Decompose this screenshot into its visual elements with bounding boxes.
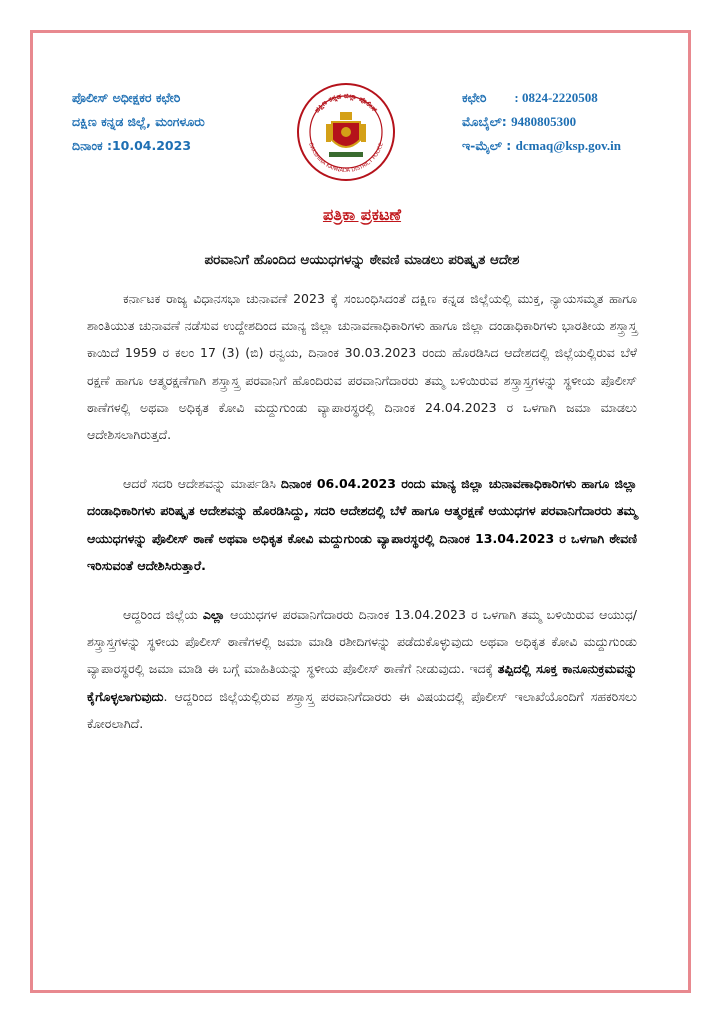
mobile-row — [462, 110, 621, 134]
email-row — [462, 134, 621, 158]
office-name: ಪೊಲೀಸ್ ಅಧೀಕ್ಷಕರ ಕಛೇರಿ — [72, 90, 181, 105]
contact-block — [462, 86, 621, 158]
paragraph-2 — [87, 470, 637, 579]
press-release-subtitle: ಪರವಾನಿಗೆ ಹೊಂದಿದ ಆಯುಧಗಳನ್ನು ಠೇವಣಿ ಮಾಡಲು ಪರಿಷ್ಕೃತ ಆದೇಶ — [204, 252, 520, 268]
police-emblem-logo — [296, 82, 396, 182]
date-line: ದಿನಾಂಕ :10.04.2023 — [72, 138, 192, 153]
email-label: ಇ-ಮೈಲ್ : — [462, 138, 512, 153]
office-phone-row — [462, 86, 621, 110]
document-body — [87, 285, 637, 759]
paragraph-2-start: ಆದರೆ ಸದರಿ ಆದೇಶವನ್ನು ಮಾರ್ಪಡಿಸಿ — [123, 476, 281, 492]
office-address-block — [72, 86, 205, 158]
logo-top-text: ದಕ್ಷಿಣ ಕನ್ನಡ ಜಿಲ್ಲಾ ಪೊಲೀಸ್ — [312, 91, 380, 115]
paragraph-3-middle: ಆಯುಧಗಳ ಪರವಾನಿಗೆದಾರರು ದಿನಾಂಕ 13.04.2023 ರ ಒಳಗಾಗಿ ತಮ್ಮ ಬಳಿಯಿರುವ ಆಯುಧ/ಶಸ್ತ್ರಾಸ್ತ್ರಗಳನ್ನು ಸ್ಥಳೀಯ ಪೊಲೀಸ್ ಠಾಣೆಗಳಲ್ಲಿ ಜಮಾ ಮಾಡಿ ರಶೀದಿಗಳನ್ನು ಪಡೆದುಕೊಳ್ಳುವುದು ಅಥವಾ ಅಧಿಕೃತ ಕೋವಿ ಮದ್ದುಗುಂಡು ವ್ಯಾಪಾರಸ್ಥರಲ್ಲಿ ಜಮಾ ಮಾಡಿ ಈ ಬಗ್ಗೆ ಮಾಹಿತಿಯನ್ನು ಸ್ಥಳೀಯ ಪೊಲೀಸ್ ಠಾಣೆಗೆ ನೀಡುವುದು. ಇದಕ್ಕೆ — [87, 607, 638, 677]
logo-bottom-text: DAKSHINA KANNADA DISTRICT POLICE — [307, 142, 385, 175]
paragraph-3-end: . ಆದ್ದರಿಂದ ಜಿಲ್ಲೆಯಲ್ಲಿರುವ ಶಸ್ತ್ರಾಸ್ತ್ರ ಪರವಾನಿಗೆದಾರರು ಈ ವಿಷಯದಲ್ಲಿ ಪೊಲೀಸ್ ಇಲಾಖೆಯೊಂದಿಗೆ ಸಹಕರಿಸಲು ಕೋರಲಾಗಿದೆ. — [87, 688, 637, 731]
paragraph-3-start: ಆದ್ದರಿಂದ ಜಿಲ್ಲೆಯ — [123, 607, 203, 623]
office-phone-label: ಕಛೇರಿ — [462, 90, 487, 105]
press-release-title: ಪತ್ರಿಕಾ ಪ್ರಕಟಣೆ — [322, 205, 402, 224]
paragraph-2-bold: ದಿನಾಂಕ 06.04.2023 ರಂದು ಮಾನ್ಯ ಜಿಲ್ಲಾ ಚುನಾವಣಾಧಿಕಾರಿಗಳು ಹಾಗೂ ಜಿಲ್ಲಾ ದಂಡಾಧಿಕಾರಿಗಳು ಪರಿಷ್ಕೃತ ಆದೇಶವನ್ನು ಹೊರಡಿಸಿದ್ದು, ಸದರಿ ಆದೇಶದಲ್ಲಿ ಬೆಳೆ ಹಾಗೂ ಆತ್ಮರಕ್ಷಣೆ ಆಯುಧಗಳ ಪರವಾನಿಗೆದಾರರು ತಮ್ಮ ಆಯುಧಗಳನ್ನು ಪೊಲೀಸ್ ಠಾಣೆ ಅಥವಾ ಅಧಿಕೃತ ಕೋವಿ ಮದ್ದುಗುಂಡು ವ್ಯಾಪಾರಸ್ಥರಲ್ಲಿ ದಿನಾಂಕ 13.04.2023 ರ ಒಳಗಾಗಿ ಠೇವಣಿ ಇರಿಸುವಂತೆ ಆದೇಶಿಸಿರುತ್ತಾರೆ. — [87, 476, 637, 573]
office-phone-value: : 0824-2220508 — [514, 90, 598, 105]
paragraph-1: ಕರ್ನಾಟಕ ರಾಜ್ಯ ವಿಧಾನಸಭಾ ಚುನಾವಣೆ 2023 ಕ್ಕೆ ಸಂಬಂಧಿಸಿದಂತೆ ದಕ್ಷಿಣ ಕನ್ನಡ ಜಿಲ್ಲೆಯಲ್ಲಿ ಮುಕ್ತ, ನ್ಯಾಯಸಮ್ಮತ ಹಾಗೂ ಶಾಂತಿಯುತ ಚುನಾವಣೆ ನಡೆಸುವ ಉದ್ದೇಶದಿಂದ ಮಾನ್ಯ ಜಿಲ್ಲಾ ಚುನಾವಣಾಧಿಕಾರಿಗಳು ಹಾಗೂ ಜಿಲ್ಲಾ ದಂಡಾಧಿಕಾರಿಗಳು ಭಾರತೀಯ ಶಸ್ತ್ರಾಸ್ತ್ರ ಕಾಯಿದೆ 1959 ರ ಕಲಂ 17 (3) (ಬಿ) ರನ್ವಯ, ದಿನಾಂಕ 30.03.2023 ರಂದು ಹೊರಡಿಸಿದ ಆದೇಶದಲ್ಲಿ ಜಿಲ್ಲೆಯಲ್ಲಿರುವ ಬೆಳೆ ರಕ್ಷಣೆ ಹಾಗೂ ಆತ್ಮರಕ್ಷಣೆಗಾಗಿ ಶಸ್ತ್ರಾಸ್ತ್ರ ಪರವಾನಿಗೆ ಹೊಂದಿರುವ ಪರವಾನಿಗೆದಾರರು ತಮ್ಮ ಬಳಿಯಿರುವ ಶಸ್ತ್ರಾಸ್ತ್ರಗಳನ್ನು ಸ್ಥಳೀಯ ಪೊಲೀಸ್ ಠಾಣೆಗಳಲ್ಲಿ ಅಥವಾ ಅಧಿಕೃತ ಕೋವಿ ಮದ್ದುಗುಂಡು ವ್ಯಾಪಾರಸ್ಥರಲ್ಲಿ ದಿನಾಂಕ 24.04.2023 ರ ಒಳಗಾಗಿ ಜಮಾ ಮಾಡಲು ಆದೇಶಿಸಲಾಗಿರುತ್ತದೆ. — [87, 291, 637, 443]
office-location: ದಕ್ಷಿಣ ಕನ್ನಡ ಜಿಲ್ಲೆ, ಮಂಗಳೂರು — [72, 114, 205, 129]
paragraph-3 — [87, 601, 637, 737]
email-value: dcmaq@ksp.gov.in — [515, 138, 621, 153]
mobile-label: ಮೊಬೈಲ್: — [462, 114, 507, 129]
paragraph-3-bold-2: ತಪ್ಪಿದಲ್ಲಿ ಸೂಕ್ತ ಕಾನೂನುಕ್ರಮವನ್ನು ಕೈಗೊಳ್ಳಲಾಗುವುದು — [87, 661, 637, 704]
paragraph-3-bold-1: ಎಲ್ಲಾ — [202, 607, 225, 623]
mobile-value: 9480805300 — [511, 114, 577, 129]
